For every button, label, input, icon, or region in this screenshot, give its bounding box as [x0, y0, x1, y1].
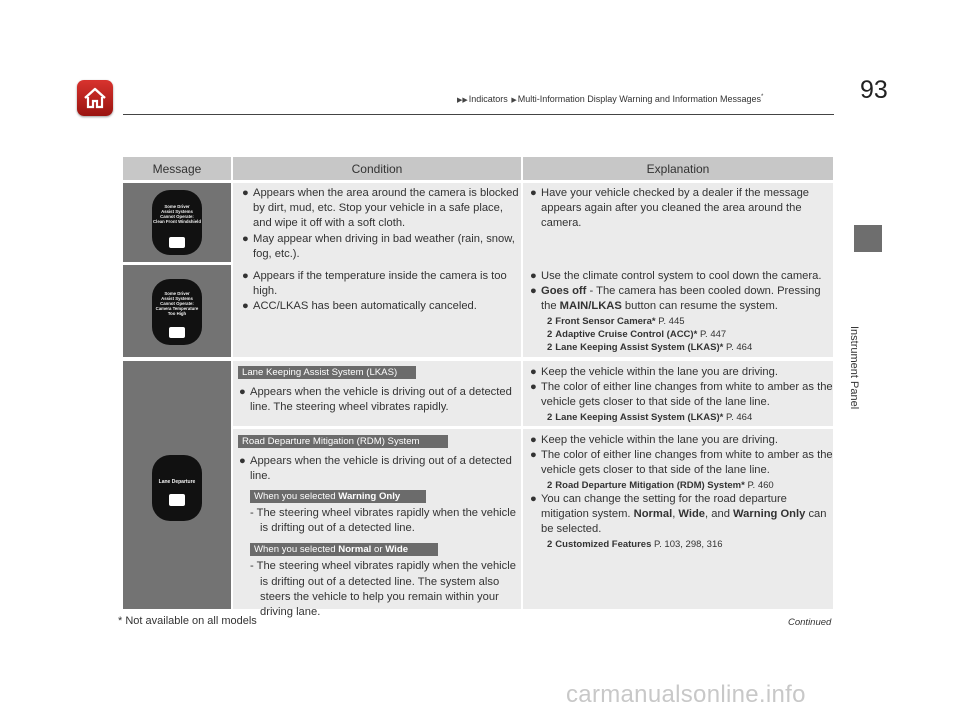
rdm-tag: Road Departure Mitigation (RDM) System	[238, 435, 448, 448]
list-item: ● Keep the vehicle within the lane you are driving.	[529, 365, 833, 380]
camera-icon	[169, 237, 185, 248]
breadcrumb-current[interactable]: Multi-Information Display Warning and Information Messages	[517, 94, 761, 104]
cross-reference-link[interactable]: 2 Adaptive Cruise Control (ACC)* P. 447	[547, 328, 727, 340]
bullet-icon: ●	[242, 270, 249, 282]
message-cell	[123, 265, 231, 357]
bullet-icon: ●	[530, 381, 537, 394]
bullet-icon: ●	[530, 270, 537, 282]
footnote-mark: *	[761, 94, 764, 100]
list-item: ● May appear when driving in bad weather (rain, snow, fog, etc.).	[242, 232, 515, 260]
message-cell	[123, 183, 231, 262]
arrow-icon: 2	[547, 479, 553, 491]
home-button[interactable]	[77, 80, 113, 116]
list-item: ● ACC/LKAS has been automatically canceled.	[241, 299, 521, 314]
screen-text: Assist Systems	[161, 209, 193, 214]
arrow-icon: 2	[547, 328, 553, 340]
list-item: ● Appears when the area around the camera is blocked by dirt, mud, etc. Stop your vehicle in a safe place, and wipe it off with a soft cloth.	[242, 187, 519, 230]
home-icon	[82, 85, 108, 111]
explanation-cell	[523, 429, 833, 609]
screen-text: Some Driver	[164, 291, 190, 296]
condition-cell	[233, 361, 521, 426]
breadcrumb-arrow-icon: ▶	[511, 97, 517, 104]
arrow-icon: 2	[547, 341, 553, 353]
bullet-icon: ●	[242, 232, 249, 245]
bullet-icon: ●	[530, 434, 537, 446]
continued-label: Continued	[788, 617, 832, 628]
mid-display-image	[152, 455, 202, 521]
screen-text: Camera Temperature	[155, 306, 199, 311]
list-item: ● Keep the vehicle within the lane you are driving.	[529, 433, 833, 448]
condition-cell	[233, 429, 521, 619]
list-item: ● The color of either line changes from white to amber as the vehicle gets closer to that side of the lane line.	[530, 381, 833, 409]
list-item: ● Appears when the vehicle is driving out of a detected line. The steering wheel vibrates rapidly.	[239, 386, 512, 414]
header-rule	[123, 114, 834, 115]
screen-text: Cannot Operate:	[160, 214, 194, 219]
bullet-icon: ●	[530, 187, 537, 199]
bullet-icon: ●	[530, 492, 537, 505]
bullet-icon: ●	[239, 386, 246, 399]
section-label: Instrument Panel	[848, 326, 860, 410]
arrow-icon: 2	[547, 411, 553, 423]
bullet-icon: ●	[530, 285, 537, 298]
warning-only-text: - The steering wheel vibrates rapidly when the vehicle is drifting out of a detected line.	[250, 506, 516, 535]
warning-only-tag: When you selected Warning Only	[250, 490, 426, 503]
cross-reference-link[interactable]: 2 Lane Keeping Assist System (LKAS)* P. 464	[547, 341, 753, 353]
section-tab[interactable]	[854, 225, 882, 252]
arrow-icon: 2	[547, 315, 553, 327]
screen-text: Cannot Operate:	[160, 301, 194, 306]
normal-wide-tag: When you selected Normal or Wide	[250, 543, 438, 556]
watermark: carmanualsonline.info	[566, 681, 806, 708]
bullet-icon: ●	[242, 187, 249, 199]
explanation-cell	[523, 265, 833, 357]
cross-reference-link[interactable]: 2 Customized Features P. 103, 298, 316	[547, 539, 723, 551]
condition-cell	[233, 183, 521, 265]
cross-reference-link[interactable]: 2 Road Departure Mitigation (RDM) System* P. 460	[547, 479, 774, 491]
screen-text: Clean Front Windshield	[153, 219, 201, 224]
list-item: ● Use the climate control system to cool down the camera.	[529, 269, 833, 284]
screen-text: Assist Systems	[161, 296, 193, 301]
column-header-condition: Condition	[233, 157, 521, 180]
list-item: ● Goes off - The camera has been cooled down. Pressing the MAIN/LKAS button can resume the system.	[530, 285, 821, 313]
screen-text: Lane Departure	[158, 479, 196, 485]
list-item: ● Appears when the vehicle is driving out of a detected line.	[239, 455, 512, 483]
mid-display-image	[152, 190, 202, 255]
condition-cell	[233, 265, 521, 357]
screen-text: Too High	[167, 311, 187, 316]
explanation-cell	[523, 183, 833, 265]
bullet-icon: ●	[242, 300, 249, 313]
list-item: ● Have your vehicle checked by a dealer if the message appears again after you cleaned the area around the camera.	[530, 187, 810, 230]
mid-display-image	[152, 279, 202, 345]
bullet-icon: ●	[530, 366, 537, 378]
bullet-icon: ●	[239, 455, 246, 468]
camera-icon	[169, 327, 185, 338]
screen-text: Some Driver	[164, 204, 190, 209]
message-cell	[123, 361, 231, 609]
breadcrumb-arrow-icon: ▶▶	[457, 97, 468, 104]
page-number: 93	[860, 76, 888, 104]
cross-reference-link[interactable]: 2 Front Sensor Camera* P. 445	[547, 315, 685, 327]
list-item: ● Appears if the temperature inside the camera is too high.	[242, 270, 507, 298]
column-header-explanation: Explanation	[523, 157, 833, 180]
explanation-cell	[523, 361, 833, 426]
cross-reference-link[interactable]: 2 Lane Keeping Assist System (LKAS)* P. 464	[547, 411, 753, 423]
arrow-icon: 2	[547, 539, 553, 551]
breadcrumb	[456, 94, 763, 104]
lkas-tag: Lane Keeping Assist System (LKAS)	[238, 366, 416, 379]
footnote: * Not available on all models	[118, 615, 257, 627]
lane-departure-icon	[169, 494, 185, 506]
breadcrumb-indicators[interactable]: Indicators	[468, 94, 508, 104]
list-item: ● You can change the setting for the road departure mitigation system. Normal, Wide, and Warning Only can be selected.	[530, 492, 827, 536]
bullet-icon: ●	[530, 449, 537, 462]
list-item: ● The color of either line changes from white to amber as the vehicle gets closer to that side of the lane line.	[530, 449, 833, 477]
normal-wide-text: - The steering wheel vibrates rapidly when the vehicle is drifting out of a detected line. The system also steers the vehicle to help you remain within your driving lane.	[250, 560, 516, 619]
column-header-message: Message	[123, 157, 231, 180]
